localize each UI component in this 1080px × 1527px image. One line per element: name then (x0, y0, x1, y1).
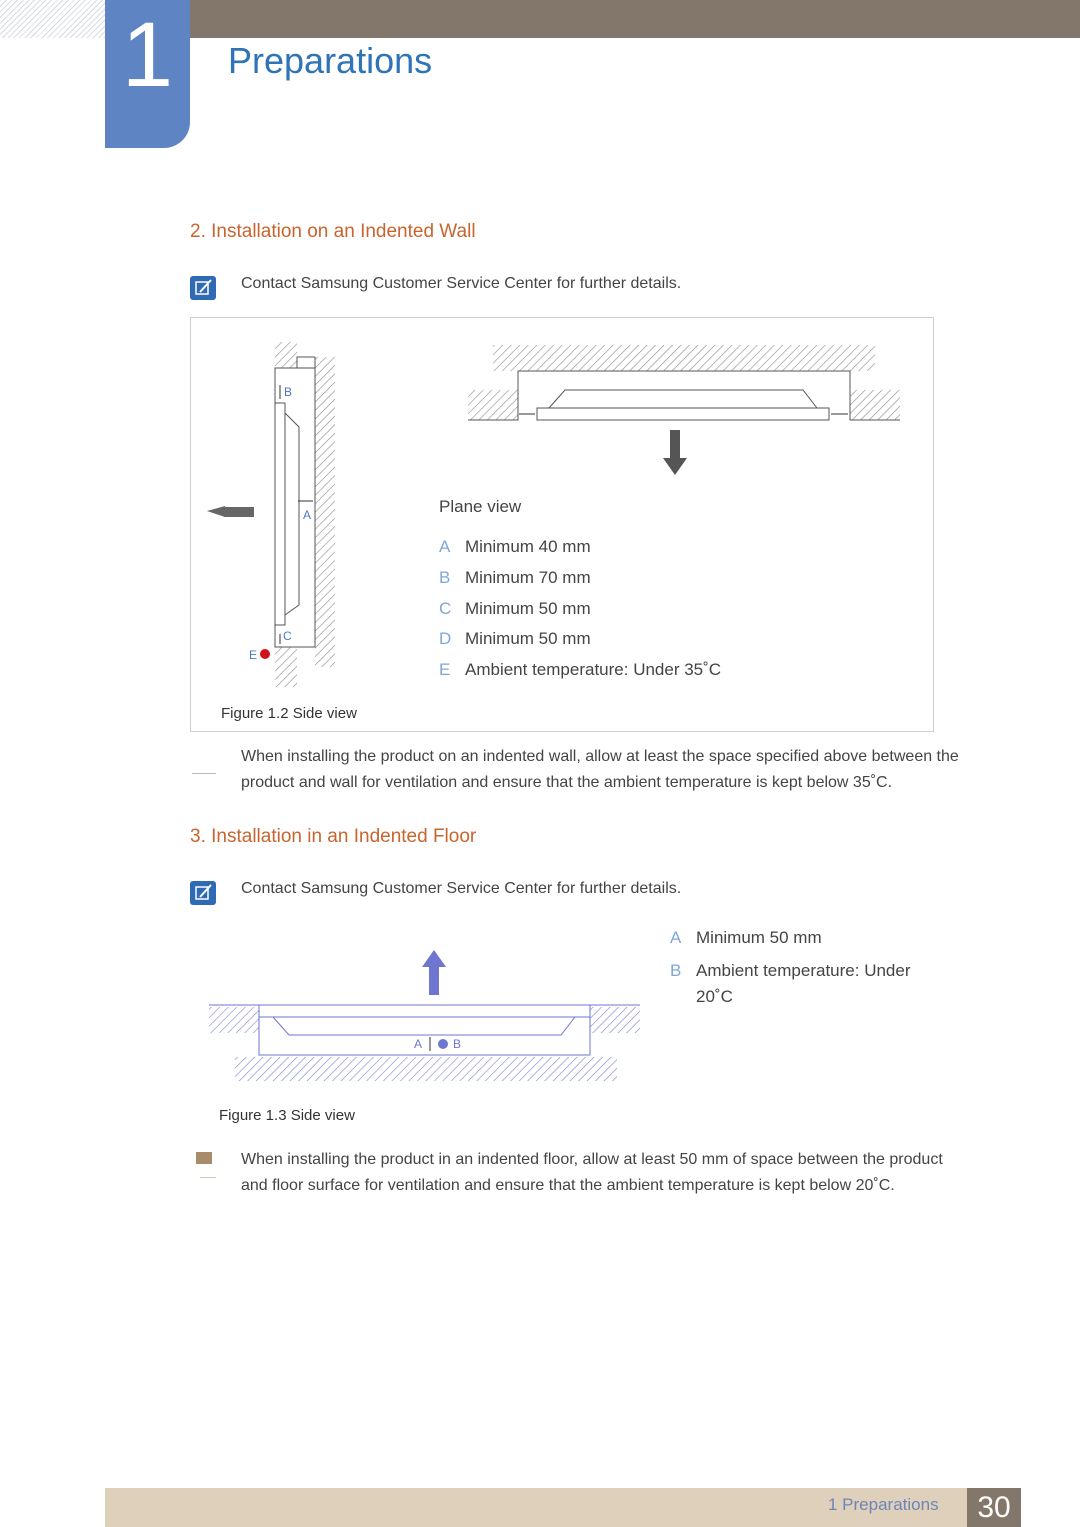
page-number: 30 (967, 1488, 1021, 1527)
figure-caption: Figure 1.3 Side view (219, 1107, 355, 1124)
header-bar (190, 0, 1080, 38)
side-view-floor-diagram (205, 945, 645, 1085)
section-heading-indented-floor: 3. Installation in an Indented Floor (190, 826, 477, 847)
legend-item (670, 958, 911, 1010)
marker-label-a: A (303, 508, 312, 522)
legend-text: Minimum 40 mm (465, 537, 591, 556)
legend-letter: A (439, 537, 451, 556)
note-icon (190, 276, 216, 300)
paragraph-line: When installing the product on an indented wall, allow at least the space specified above between the (241, 748, 959, 765)
caution-icon (196, 1152, 212, 1164)
legend-text: Ambient temperature: Under (696, 961, 911, 980)
marker-label-b: B (453, 1037, 462, 1051)
side-view-wall-diagram (195, 335, 345, 695)
figure-caption: Figure 1.2 Side view (221, 705, 357, 722)
marker-label-b: B (284, 385, 293, 399)
legend-text: Minimum 50 mm (465, 599, 591, 618)
section-heading-indented-wall: 2. Installation on an Indented Wall (190, 221, 476, 242)
legend-letter: A (670, 928, 682, 947)
legend-text: Minimum 50 mm (696, 928, 822, 947)
legend-item (670, 928, 822, 948)
header-decoration (0, 0, 105, 38)
legend-letter: B (670, 961, 682, 980)
marker-label-a: A (414, 1037, 423, 1051)
figure-subtitle: Plane view (439, 497, 522, 516)
legend-text: Minimum 50 mm (465, 629, 591, 648)
legend-letter: E (439, 660, 451, 679)
chapter-number-tab: 1 (105, 0, 190, 148)
legend-item (439, 537, 591, 557)
divider (200, 1177, 216, 1178)
note-text: Contact Samsung Customer Service Center for further details. (241, 880, 682, 897)
legend-item (439, 599, 591, 619)
legend-letter: C (439, 599, 452, 618)
legend-item (439, 629, 591, 649)
footer-chapter-label: 1 Preparations (828, 1495, 939, 1514)
paragraph-line: product and wall for ventilation and ensure that the ambient temperature is kept below 35˚C. (241, 774, 893, 791)
note-text: Contact Samsung Customer Service Center for further details. (241, 275, 682, 292)
legend-text: Ambient temperature: Under 35˚C (465, 660, 722, 679)
chapter-title: Preparations (228, 40, 433, 81)
marker-label-e: E (249, 648, 258, 662)
legend-item (439, 660, 721, 680)
paragraph-line: and floor surface for ventilation and ensure that the ambient temperature is kept below 20˚C. (241, 1177, 895, 1194)
legend-item (439, 568, 591, 588)
legend-text: Minimum 70 mm (465, 568, 591, 587)
legend-letter: D (439, 629, 452, 648)
paragraph (241, 744, 1001, 796)
marker-label-c: C (283, 629, 292, 643)
note-icon (190, 881, 216, 905)
plane-view-diagram (465, 340, 905, 480)
paragraph (241, 1147, 1021, 1199)
divider (192, 773, 216, 774)
paragraph-line: When installing the product in an indented floor, allow at least 50 mm of space between the product (241, 1151, 943, 1168)
legend-letter: B (439, 568, 451, 587)
legend-text: 20˚C (696, 987, 733, 1006)
